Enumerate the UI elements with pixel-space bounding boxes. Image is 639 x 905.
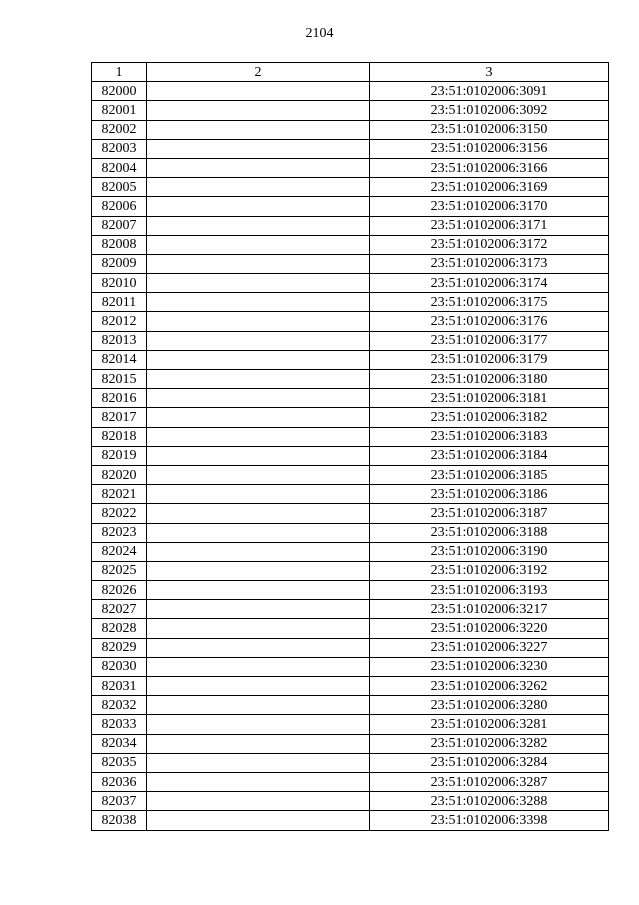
cadastral-number-cell: 23:51:0102006:3169 — [370, 178, 609, 197]
description-cell — [147, 504, 370, 523]
description-cell — [147, 178, 370, 197]
cadastral-number-cell: 23:51:0102006:3230 — [370, 657, 609, 676]
description-cell — [147, 465, 370, 484]
table-row — [92, 274, 609, 293]
description-cell — [147, 581, 370, 600]
cadastral-number-cell: 23:51:0102006:3398 — [370, 811, 609, 830]
row-number-cell: 82006 — [92, 197, 147, 216]
description-cell — [147, 120, 370, 139]
row-number-cell: 82025 — [92, 561, 147, 580]
table-row — [92, 696, 609, 715]
description-cell — [147, 331, 370, 350]
cadastral-number-cell: 23:51:0102006:3183 — [370, 427, 609, 446]
cadastral-number-cell: 23:51:0102006:3150 — [370, 120, 609, 139]
cadastral-number-cell: 23:51:0102006:3190 — [370, 542, 609, 561]
cadastral-number-cell: 23:51:0102006:3193 — [370, 581, 609, 600]
table-row — [92, 734, 609, 753]
table-row — [92, 581, 609, 600]
row-number-cell: 82028 — [92, 619, 147, 638]
cadastral-number-cell: 23:51:0102006:3227 — [370, 638, 609, 657]
description-cell — [147, 696, 370, 715]
table-row — [92, 504, 609, 523]
row-number-cell: 82038 — [92, 811, 147, 830]
description-cell — [147, 235, 370, 254]
row-number-cell: 82021 — [92, 485, 147, 504]
description-cell — [147, 600, 370, 619]
description-cell — [147, 446, 370, 465]
row-number-cell: 82032 — [92, 696, 147, 715]
table-row — [92, 600, 609, 619]
row-number-cell: 82017 — [92, 408, 147, 427]
table-row — [92, 197, 609, 216]
table-row — [92, 312, 609, 331]
table-row — [92, 350, 609, 369]
description-cell — [147, 139, 370, 158]
row-number-cell: 82003 — [92, 139, 147, 158]
cadastral-number-cell: 23:51:0102006:3217 — [370, 600, 609, 619]
cadastral-number-cell: 23:51:0102006:3284 — [370, 753, 609, 772]
column-header-2: 2 — [147, 63, 370, 82]
description-cell — [147, 638, 370, 657]
table-row — [92, 792, 609, 811]
cadastral-number-cell: 23:51:0102006:3192 — [370, 561, 609, 580]
row-number-cell: 82013 — [92, 331, 147, 350]
table-row — [92, 370, 609, 389]
cadastral-number-cell: 23:51:0102006:3181 — [370, 389, 609, 408]
row-number-cell: 82012 — [92, 312, 147, 331]
cadastral-number-cell: 23:51:0102006:3220 — [370, 619, 609, 638]
description-cell — [147, 657, 370, 676]
row-number-cell: 82015 — [92, 370, 147, 389]
table-row — [92, 408, 609, 427]
description-cell — [147, 619, 370, 638]
table-row — [92, 772, 609, 791]
description-cell — [147, 715, 370, 734]
cadastral-number-cell: 23:51:0102006:3176 — [370, 312, 609, 331]
registry-table — [91, 62, 609, 831]
description-cell — [147, 370, 370, 389]
cadastral-number-cell: 23:51:0102006:3166 — [370, 158, 609, 177]
table-row — [92, 82, 609, 101]
row-number-cell: 82011 — [92, 293, 147, 312]
row-number-cell: 82026 — [92, 581, 147, 600]
description-cell — [147, 485, 370, 504]
description-cell — [147, 82, 370, 101]
cadastral-number-cell: 23:51:0102006:3281 — [370, 715, 609, 734]
table-body — [92, 82, 609, 830]
description-cell — [147, 811, 370, 830]
table-row — [92, 677, 609, 696]
description-cell — [147, 254, 370, 273]
row-number-cell: 82036 — [92, 772, 147, 791]
row-number-cell: 82024 — [92, 542, 147, 561]
row-number-cell: 82000 — [92, 82, 147, 101]
description-cell — [147, 312, 370, 331]
cadastral-number-cell: 23:51:0102006:3179 — [370, 350, 609, 369]
row-number-cell: 82033 — [92, 715, 147, 734]
description-cell — [147, 101, 370, 120]
table-row — [92, 561, 609, 580]
description-cell — [147, 158, 370, 177]
cadastral-number-cell: 23:51:0102006:3262 — [370, 677, 609, 696]
table-row — [92, 523, 609, 542]
description-cell — [147, 734, 370, 753]
row-number-cell: 82008 — [92, 235, 147, 254]
table-row — [92, 542, 609, 561]
cadastral-number-cell: 23:51:0102006:3282 — [370, 734, 609, 753]
description-cell — [147, 350, 370, 369]
description-cell — [147, 427, 370, 446]
cadastral-number-cell: 23:51:0102006:3185 — [370, 465, 609, 484]
cadastral-number-cell: 23:51:0102006:3187 — [370, 504, 609, 523]
row-number-cell: 82018 — [92, 427, 147, 446]
cadastral-number-cell: 23:51:0102006:3287 — [370, 772, 609, 791]
description-cell — [147, 197, 370, 216]
description-cell — [147, 293, 370, 312]
row-number-cell: 82009 — [92, 254, 147, 273]
cadastral-number-cell: 23:51:0102006:3171 — [370, 216, 609, 235]
table-row — [92, 178, 609, 197]
row-number-cell: 82001 — [92, 101, 147, 120]
table-row — [92, 446, 609, 465]
table-row — [92, 619, 609, 638]
row-number-cell: 82023 — [92, 523, 147, 542]
cadastral-number-cell: 23:51:0102006:3186 — [370, 485, 609, 504]
cadastral-number-cell: 23:51:0102006:3182 — [370, 408, 609, 427]
row-number-cell: 82010 — [92, 274, 147, 293]
cadastral-number-cell: 23:51:0102006:3174 — [370, 274, 609, 293]
table-row — [92, 139, 609, 158]
cadastral-number-cell: 23:51:0102006:3092 — [370, 101, 609, 120]
table-header-row — [92, 63, 609, 82]
cadastral-number-cell: 23:51:0102006:3288 — [370, 792, 609, 811]
row-number-cell: 82014 — [92, 350, 147, 369]
cadastral-number-cell: 23:51:0102006:3172 — [370, 235, 609, 254]
table-row — [92, 638, 609, 657]
description-cell — [147, 523, 370, 542]
row-number-cell: 82031 — [92, 677, 147, 696]
table-row — [92, 753, 609, 772]
cadastral-number-cell: 23:51:0102006:3173 — [370, 254, 609, 273]
description-cell — [147, 389, 370, 408]
cadastral-number-cell: 23:51:0102006:3280 — [370, 696, 609, 715]
cadastral-number-cell: 23:51:0102006:3091 — [370, 82, 609, 101]
table-row — [92, 811, 609, 830]
description-cell — [147, 772, 370, 791]
description-cell — [147, 408, 370, 427]
table-row — [92, 485, 609, 504]
cadastral-number-cell: 23:51:0102006:3170 — [370, 197, 609, 216]
row-number-cell: 82007 — [92, 216, 147, 235]
row-number-cell: 82035 — [92, 753, 147, 772]
description-cell — [147, 274, 370, 293]
table-row — [92, 331, 609, 350]
table-row — [92, 427, 609, 446]
table-row — [92, 101, 609, 120]
row-number-cell: 82027 — [92, 600, 147, 619]
description-cell — [147, 561, 370, 580]
row-number-cell: 82016 — [92, 389, 147, 408]
cadastral-number-cell: 23:51:0102006:3188 — [370, 523, 609, 542]
row-number-cell: 82037 — [92, 792, 147, 811]
cadastral-number-cell: 23:51:0102006:3184 — [370, 446, 609, 465]
row-number-cell: 82029 — [92, 638, 147, 657]
cadastral-number-cell: 23:51:0102006:3175 — [370, 293, 609, 312]
description-cell — [147, 753, 370, 772]
row-number-cell: 82030 — [92, 657, 147, 676]
table-row — [92, 657, 609, 676]
table-row — [92, 715, 609, 734]
row-number-cell: 82020 — [92, 465, 147, 484]
row-number-cell: 82019 — [92, 446, 147, 465]
row-number-cell: 82034 — [92, 734, 147, 753]
description-cell — [147, 677, 370, 696]
row-number-cell: 82004 — [92, 158, 147, 177]
table-row — [92, 235, 609, 254]
table-row — [92, 254, 609, 273]
cadastral-number-cell: 23:51:0102006:3180 — [370, 370, 609, 389]
description-cell — [147, 542, 370, 561]
table-row — [92, 389, 609, 408]
cadastral-number-cell: 23:51:0102006:3156 — [370, 139, 609, 158]
page-number: 2104 — [305, 26, 334, 41]
table-row — [92, 465, 609, 484]
table-row — [92, 158, 609, 177]
table-row — [92, 293, 609, 312]
cadastral-number-cell: 23:51:0102006:3177 — [370, 331, 609, 350]
table-row — [92, 216, 609, 235]
column-header-1: 1 — [92, 63, 147, 82]
row-number-cell: 82002 — [92, 120, 147, 139]
row-number-cell: 82005 — [92, 178, 147, 197]
row-number-cell: 82022 — [92, 504, 147, 523]
table-row — [92, 120, 609, 139]
description-cell — [147, 792, 370, 811]
column-header-3: 3 — [370, 63, 609, 82]
description-cell — [147, 216, 370, 235]
